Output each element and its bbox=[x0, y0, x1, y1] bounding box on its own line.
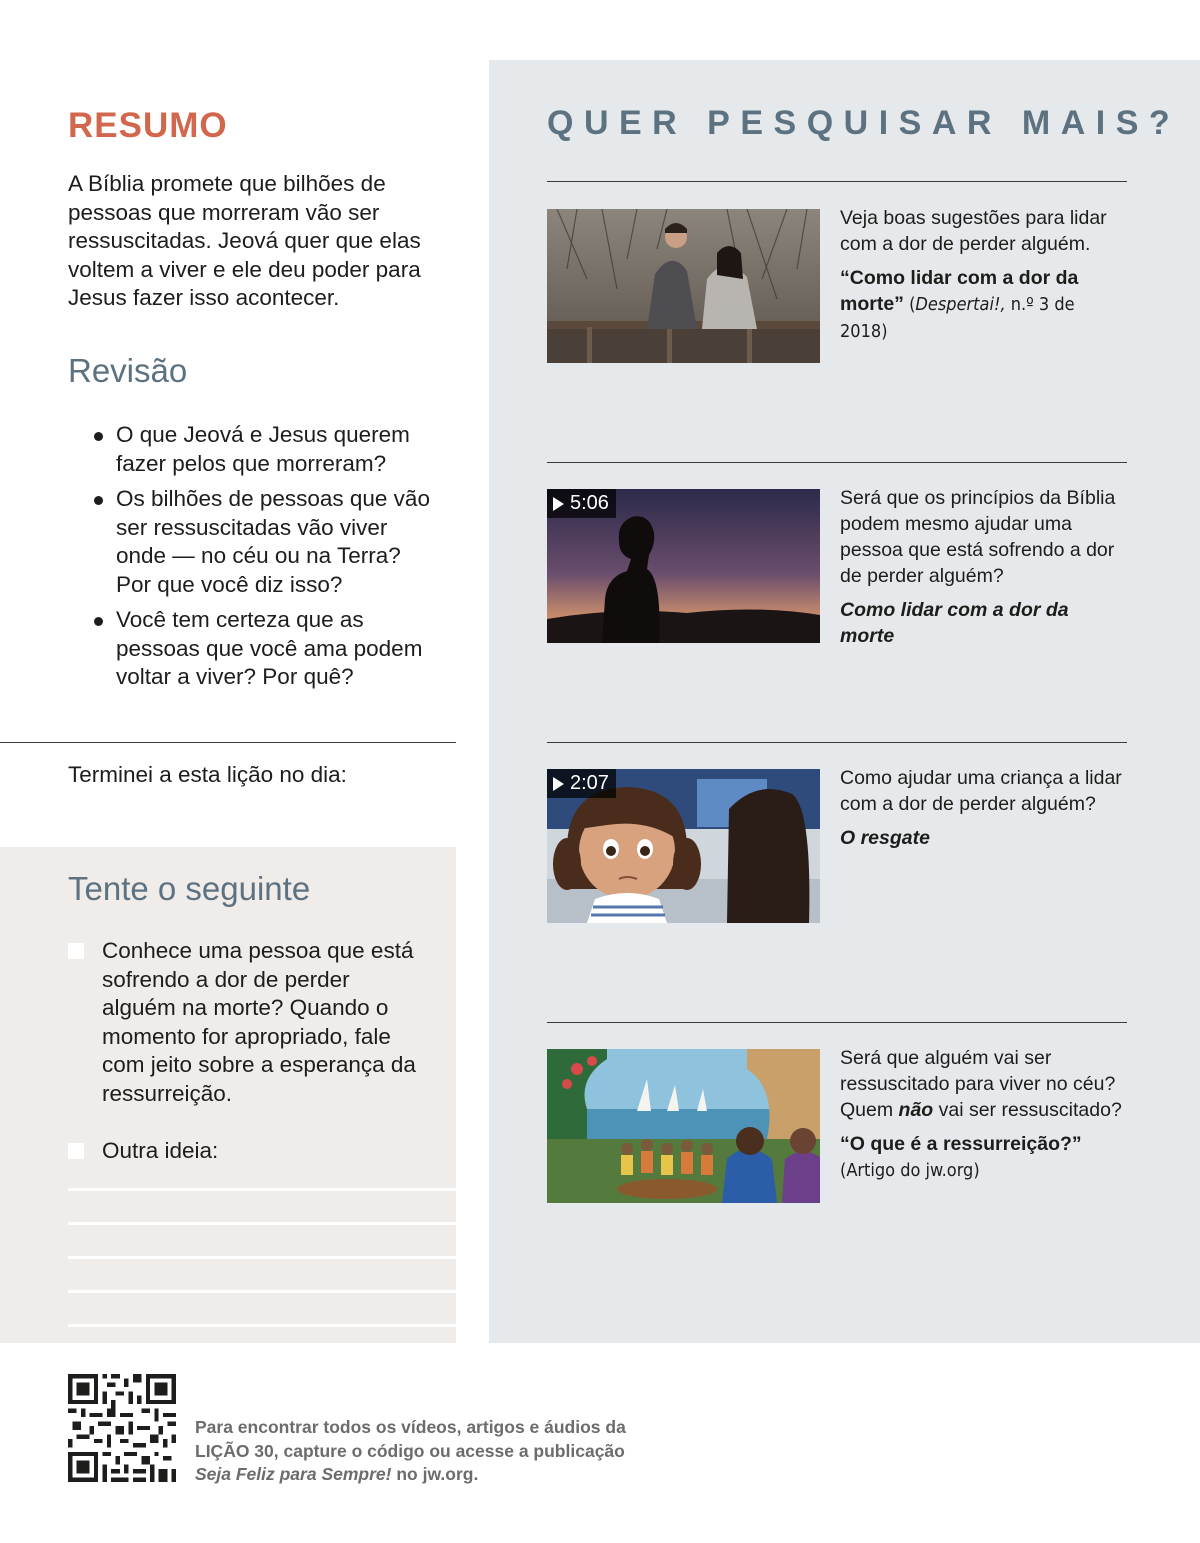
write-line bbox=[68, 1256, 456, 1259]
resource-title[interactable]: “O que é a ressurreição?” bbox=[840, 1133, 1082, 1155]
resource-description: Veja boas sugestões para lidar com a dor de perder alguém. bbox=[840, 207, 1107, 255]
write-line bbox=[68, 1290, 456, 1293]
checkbox-icon[interactable] bbox=[68, 943, 84, 959]
divider bbox=[547, 462, 1127, 463]
divider bbox=[547, 181, 1127, 182]
qr-code[interactable] bbox=[68, 1374, 176, 1482]
resource-title[interactable]: Como lidar com a dor da morte bbox=[840, 599, 1069, 647]
footer-text bbox=[195, 1416, 665, 1487]
play-icon bbox=[553, 777, 564, 791]
resource-link[interactable] bbox=[840, 1131, 1125, 1184]
video-duration: 5:06 bbox=[570, 492, 609, 514]
resource-link[interactable] bbox=[840, 265, 1125, 345]
resumo-text: A Bíblia promete que bilhões de pessoas que morreram vão ser ressuscitadas. Jeová quer que elas voltem a viver e ele deu poder para Jesus fazer isso acontecer. bbox=[68, 171, 421, 310]
bullet-icon bbox=[94, 617, 103, 626]
resource-text bbox=[840, 205, 1125, 345]
tente-item bbox=[68, 1137, 428, 1166]
divider bbox=[0, 742, 456, 743]
write-line bbox=[68, 1188, 456, 1191]
revisao-heading: Revisão bbox=[68, 352, 188, 389]
resource-thumbnail-paradise[interactable] bbox=[547, 1049, 820, 1203]
checkbox-icon[interactable] bbox=[68, 1143, 84, 1159]
divider bbox=[547, 742, 1127, 743]
resource-text bbox=[840, 1045, 1125, 1184]
tente-item-text: Outra ideia: bbox=[102, 1138, 219, 1163]
paradise-image bbox=[547, 1049, 820, 1203]
review-question-text: O que Jeová e Jesus querem fazer pelos que morreram? bbox=[116, 422, 410, 476]
resource-source-publication: Despertai!, bbox=[915, 294, 1006, 315]
resource-text bbox=[840, 765, 1125, 851]
review-question bbox=[90, 606, 440, 692]
write-line bbox=[68, 1222, 456, 1225]
review-question bbox=[90, 485, 440, 599]
tente-checklist bbox=[68, 937, 428, 1166]
tente-item-text: Conhece uma pessoa que está sofrendo a dor de perder alguém na morte? Quando o momento for apropriado, fale com jeito sobre a esperança da ressurreição. bbox=[102, 938, 416, 1106]
video-duration: 2:07 bbox=[570, 772, 609, 794]
play-icon bbox=[553, 497, 564, 511]
resource-text bbox=[840, 485, 1125, 649]
research-heading: QUER PESQUISAR MAIS? bbox=[547, 104, 1181, 142]
resource-thumbnail-video-grief[interactable] bbox=[547, 489, 820, 643]
bullet-icon bbox=[94, 432, 103, 441]
divider bbox=[547, 1022, 1127, 1023]
resource-description: Como ajudar uma criança a lidar com a dor de perder alguém? bbox=[840, 767, 1122, 815]
resource-description: Será que os princípios da Bíblia podem mesmo ajudar uma pessoa que está sofrendo a dor de perder alguém? bbox=[840, 487, 1116, 587]
video-duration-badge bbox=[547, 769, 616, 798]
resumo-heading: RESUMO bbox=[68, 106, 228, 145]
review-questions-list bbox=[90, 421, 440, 699]
resource-title[interactable]: “Como lidar com a dor da morte” bbox=[840, 267, 1079, 315]
tente-item bbox=[68, 937, 428, 1108]
resource-description bbox=[840, 1045, 1125, 1123]
resource-source-issue: n.º 3 de 2018) bbox=[840, 294, 1075, 342]
resource-link[interactable] bbox=[840, 597, 1125, 649]
footer-text-part: Para encontrar todos os vídeos, artigos e áudios da LIÇÃO 30, capture o código ou acesse a publicação bbox=[195, 1417, 626, 1461]
resource-description-part: Será que alguém vai ser ressuscitado para viver no céu? Quem bbox=[840, 1047, 1116, 1121]
review-question-text: Você tem certeza que as pessoas que você ama podem voltar a viver? Por quê? bbox=[116, 607, 423, 689]
resource-thumbnail-couple[interactable] bbox=[547, 209, 820, 363]
video-duration-badge bbox=[547, 489, 616, 518]
resource-source: (Artigo do jw.org) bbox=[840, 1160, 980, 1181]
footer-publication[interactable]: Seja Feliz para Sempre! bbox=[195, 1464, 392, 1484]
write-line bbox=[68, 1324, 456, 1327]
completion-date-label: Terminei a esta lição no dia: bbox=[68, 762, 347, 787]
resource-thumbnail-video-child[interactable] bbox=[547, 769, 820, 923]
footer-text-part: no jw.org. bbox=[391, 1464, 479, 1484]
write-in-lines[interactable] bbox=[68, 1188, 456, 1338]
review-question bbox=[90, 421, 440, 478]
couple-image bbox=[547, 209, 820, 363]
review-question-text: Os bilhões de pessoas que vão ser ressuscitadas vão viver onde — no céu ou na Terra? Por que você diz isso? bbox=[116, 486, 430, 597]
resource-description-part: vai ser ressuscitado? bbox=[933, 1099, 1122, 1121]
resource-description-emphasis: não bbox=[898, 1099, 934, 1121]
resource-source-open: ( bbox=[903, 294, 916, 315]
resource-title[interactable]: O resgate bbox=[840, 827, 930, 849]
tente-heading: Tente o seguinte bbox=[68, 870, 311, 907]
resource-link[interactable] bbox=[840, 825, 1125, 851]
bullet-icon bbox=[94, 496, 103, 505]
